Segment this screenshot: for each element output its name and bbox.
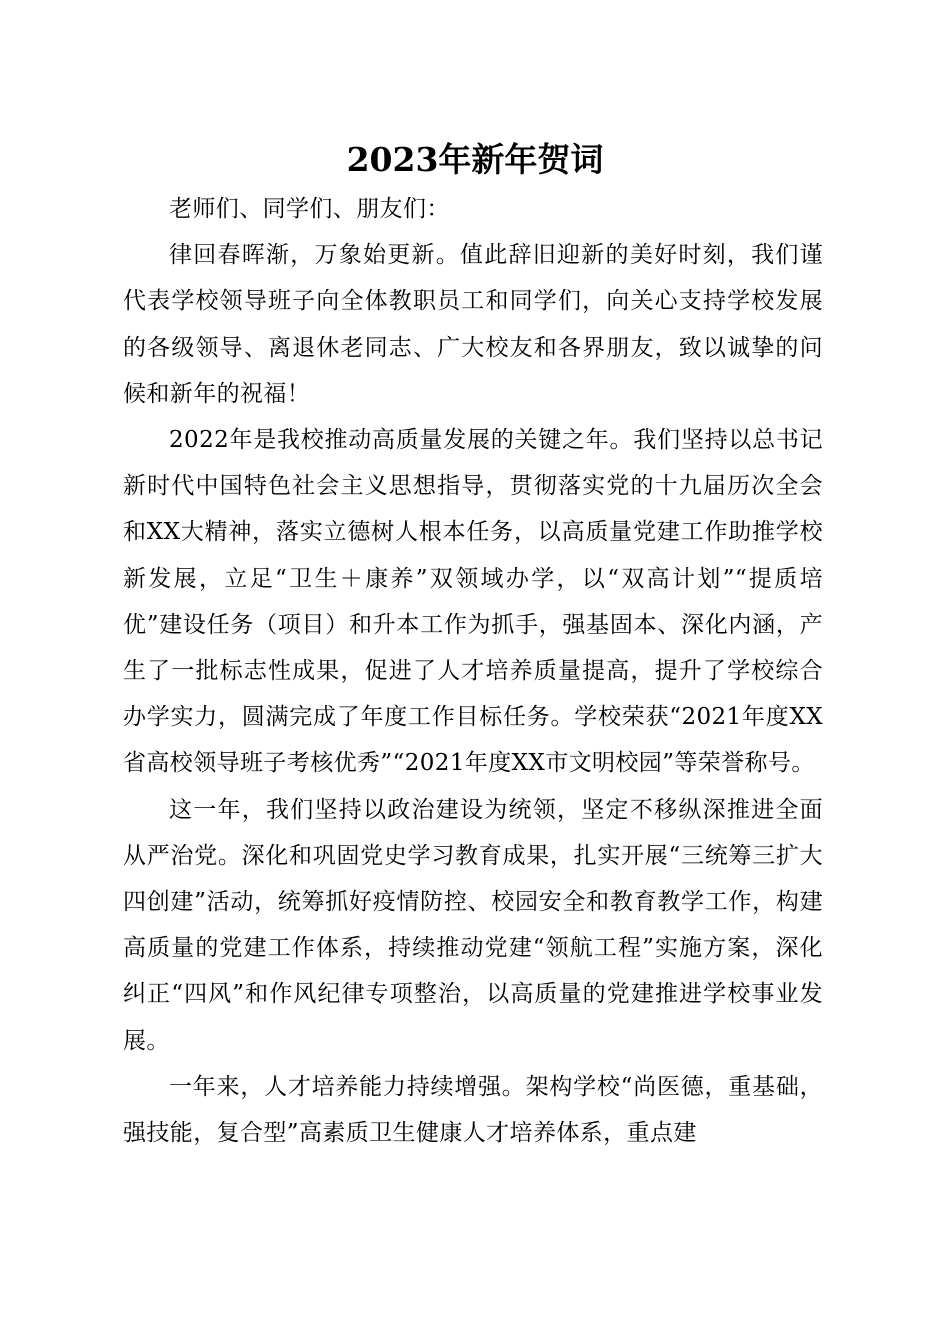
paragraph-party-building: 这一年，我们坚持以政治建设为统领，坚定不移纵深推进全面从严治党。深化和巩固党史学习教育成果，扎实开展“三统筹三扩大四创建”活动，统筹抓好疫情防控、校园安全和教育教学工作，构建高质量的党建工作体系，持续推动党建“领航工程”实施方案，深化纠正“四风”和作风纪律专项整治，以高质量的党建推进学校事业发展。 — [123, 796, 823, 1054]
paragraph-2022-review: 2022年是我校推动高质量发展的关键之年。我们坚持以总书记新时代中国特色社会主义思想指导，贯彻落实党的十九届历次全会和XX大精神，落实立德树人根本任务，以高质量党建工作助推学校新发展，立足“卫生＋康养”双领域办学，以“双高计划”“提质培优”建设任务（项目）和升本工作为抓手，强基固本、深化内涵，产生了一批标志性成果，促进了人才培养质量提高，提升了学校综合办学实力，圆满完成了年度工作目标任务。学校荣获“2021年度XX省高校领导班子考核优秀”“2021年度XX市文明校园”等荣誉称号。 — [123, 427, 823, 777]
paragraph-greeting: 律回春晖渐，万象始更新。值此辞旧迎新的美好时刻，我们谨代表学校领导班子向全体教职员工和同学们，向关心支持学校发展的各级领导、离退休老同志、广大校友和各界朋友，致以诚挚的问候和新年的祝福！ — [123, 242, 823, 407]
paragraph-talent-training: 一年来，人才培养能力持续增强。架构学校“尚医德，重基础，强技能，复合型”高素质卫生健康人才培养体系，重点建 — [123, 1073, 823, 1147]
document-body — [123, 186, 823, 1156]
document-title: 2023年新年贺词 — [346, 140, 604, 179]
salutation: 老师们、同学们、朋友们： — [169, 196, 450, 222]
